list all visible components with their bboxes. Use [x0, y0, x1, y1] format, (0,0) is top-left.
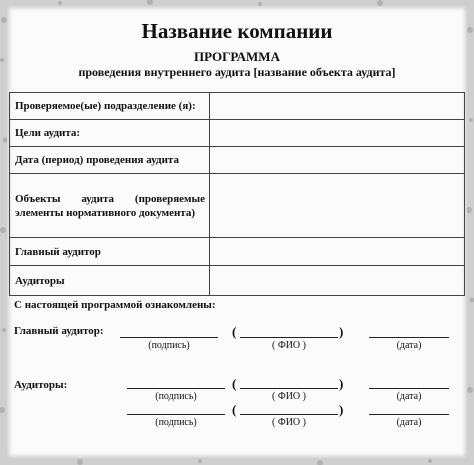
- chief-date-hint: (дата): [396, 340, 422, 351]
- date-value-cell[interactable]: [210, 147, 465, 174]
- table-row-goals: [10, 120, 465, 147]
- document-subject-heading: проведения внутреннего аудита [название объекта аудита]: [78, 65, 396, 79]
- acknowledgement-heading: С настоящей программой ознакомлены:: [14, 299, 216, 311]
- auditor2-name-paren-close: ): [339, 402, 344, 417]
- auditors-signature-label: Аудиторы:: [14, 379, 68, 391]
- chief-signature-line[interactable]: [120, 337, 218, 338]
- table-row-date: [10, 147, 465, 174]
- auditor1-signature-hint: (подпись): [155, 391, 197, 402]
- auditor2-signature-hint: (подпись): [155, 417, 197, 428]
- auditor1-date-hint: (дата): [396, 391, 422, 402]
- auditor1-name-paren-close: ): [339, 376, 344, 391]
- goals-value-cell[interactable]: [210, 120, 465, 147]
- chief-name-line[interactable]: [240, 337, 338, 338]
- company-name-heading: Название компании: [141, 19, 333, 43]
- audit-program-table: [9, 92, 465, 296]
- document-type-heading: ПРОГРАММА: [194, 49, 280, 64]
- auditor1-name-line[interactable]: [240, 388, 338, 389]
- auditor1-name-hint: ( ФИО ): [271, 391, 306, 402]
- auditors-label: Аудиторы: [10, 266, 210, 296]
- auditors-value-cell[interactable]: [210, 266, 465, 296]
- chief-name-hint: ( ФИО ): [271, 340, 306, 351]
- chief-name-paren-open: (: [232, 324, 237, 339]
- table-row-objects: [10, 174, 465, 238]
- chief-auditor-signature-label: Главный аудитор:: [14, 325, 104, 337]
- auditor2-name-line[interactable]: [240, 414, 338, 415]
- objects-label: Объекты аудита (проверяемые элементы нормативного документа): [10, 174, 210, 238]
- department-value-cell[interactable]: [210, 93, 465, 120]
- auditor1-name-paren-open: (: [232, 376, 237, 391]
- auditor1-date-line[interactable]: [369, 388, 449, 389]
- auditor2-date-hint: (дата): [396, 417, 422, 428]
- auditor1-signature-line[interactable]: [127, 388, 225, 389]
- goals-label: Цели аудита:: [10, 120, 210, 147]
- table-row-auditors: [10, 266, 465, 296]
- chief-auditor-value-cell[interactable]: [210, 238, 465, 266]
- auditor2-name-hint: ( ФИО ): [271, 417, 306, 428]
- auditor2-name-paren-open: (: [232, 402, 237, 417]
- objects-value-cell[interactable]: [210, 174, 465, 238]
- table-row-chief-auditor: [10, 238, 465, 266]
- chief-auditor-label: Главный аудитор: [10, 238, 210, 266]
- chief-signature-hint: (подпись): [148, 340, 190, 351]
- auditor2-date-line[interactable]: [369, 414, 449, 415]
- date-label: Дата (период) проведения аудита: [10, 147, 210, 174]
- chief-date-line[interactable]: [369, 337, 449, 338]
- auditor2-signature-line[interactable]: [127, 414, 225, 415]
- chief-name-paren-close: ): [339, 324, 344, 339]
- department-label: Проверяемое(ые) подразделение (я):: [10, 93, 210, 120]
- table-row-department: [10, 93, 465, 120]
